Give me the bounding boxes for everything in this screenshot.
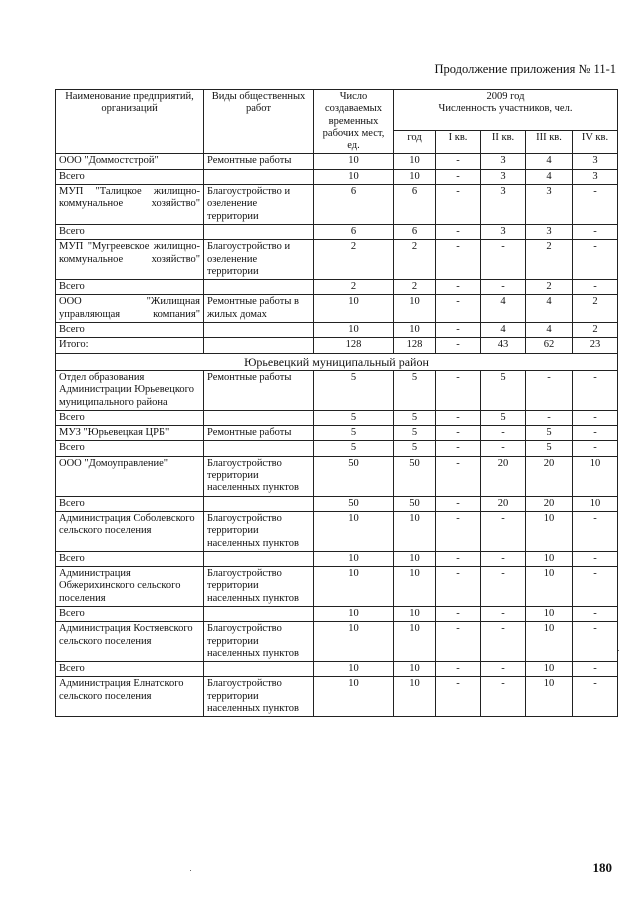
cell-places: 10: [314, 323, 394, 338]
table-row: [56, 567, 618, 607]
section-title: Юрьевецкий муниципальный район: [56, 353, 618, 370]
cell-q2: 4: [481, 295, 526, 323]
cell-name: Администрация Костяевского сельского поселения: [56, 622, 204, 662]
cell-q2: -: [481, 511, 526, 551]
cell-places: 5: [314, 410, 394, 425]
cell-year-total: 10: [394, 662, 436, 677]
col-header-year: [394, 90, 618, 131]
table-row: [56, 606, 618, 621]
cell-places: 6: [314, 185, 394, 225]
cell-places: 10: [314, 622, 394, 662]
year-label: 2009 год: [486, 91, 525, 102]
scan-speck: [190, 870, 191, 871]
cell-work: Ремонтные работы: [204, 154, 314, 169]
cell-work: [204, 410, 314, 425]
cell-year-total: 5: [394, 370, 436, 410]
cell-places: 10: [314, 606, 394, 621]
cell-places: 10: [314, 567, 394, 607]
cell-q3: -: [526, 370, 573, 410]
cell-places: 10: [314, 295, 394, 323]
cell-year-total: 50: [394, 456, 436, 496]
cell-work: Благоустройство и озеленение территории: [204, 240, 314, 280]
cell-q4: -: [573, 410, 618, 425]
table-row: [56, 323, 618, 338]
table-header: [56, 90, 618, 154]
cell-places: 5: [314, 441, 394, 456]
col-header-year-total: год: [394, 131, 436, 154]
cell-q4: -: [573, 426, 618, 441]
cell-q2: -: [481, 567, 526, 607]
cell-year-total: 6: [394, 185, 436, 225]
cell-q3: 5: [526, 426, 573, 441]
cell-name: Всего: [56, 410, 204, 425]
cell-q1: -: [436, 224, 481, 239]
cell-name: ООО "Доммостстрой": [56, 154, 204, 169]
cell-work: [204, 224, 314, 239]
cell-q3: 10: [526, 662, 573, 677]
cell-q3: 4: [526, 169, 573, 184]
cell-q2: -: [481, 551, 526, 566]
table-row: [56, 338, 618, 353]
cell-q4: -: [573, 441, 618, 456]
cell-q2: 5: [481, 410, 526, 425]
cell-q1: -: [436, 622, 481, 662]
cell-q2: -: [481, 622, 526, 662]
cell-work: [204, 551, 314, 566]
cell-places: 5: [314, 426, 394, 441]
table-row: [56, 240, 618, 280]
col-header-q4: IV кв.: [573, 131, 618, 154]
cell-q1: -: [436, 295, 481, 323]
cell-q3: 10: [526, 551, 573, 566]
cell-year-total: 6: [394, 224, 436, 239]
cell-q3: 3: [526, 224, 573, 239]
cell-work: [204, 338, 314, 353]
cell-q2: -: [481, 677, 526, 717]
cell-q3: 20: [526, 496, 573, 511]
cell-q4: 10: [573, 456, 618, 496]
cell-places: 10: [314, 551, 394, 566]
cell-places: 128: [314, 338, 394, 353]
cell-work: [204, 606, 314, 621]
cell-q3: 5: [526, 441, 573, 456]
cell-q3: 10: [526, 511, 573, 551]
table-row: [56, 410, 618, 425]
page-number: 180: [592, 860, 612, 875]
cell-year-total: 10: [394, 169, 436, 184]
cell-q4: 3: [573, 169, 618, 184]
cell-q1: -: [436, 410, 481, 425]
table-row: [56, 677, 618, 717]
cell-name: Всего: [56, 169, 204, 184]
cell-q3: 20: [526, 456, 573, 496]
cell-places: 10: [314, 511, 394, 551]
cell-year-total: 5: [394, 410, 436, 425]
table-row: [56, 456, 618, 496]
col-header-q2: II кв.: [481, 131, 526, 154]
cell-q4: -: [573, 280, 618, 295]
cell-q1: -: [436, 370, 481, 410]
cell-work: Благоустройство территории населенных пунктов: [204, 677, 314, 717]
cell-q4: -: [573, 551, 618, 566]
cell-q2: -: [481, 426, 526, 441]
cell-q1: -: [436, 551, 481, 566]
cell-q1: -: [436, 677, 481, 717]
cell-work: [204, 496, 314, 511]
cell-name: МУП "Мугреевское жилищно-коммунальное хозяйство": [56, 240, 204, 280]
cell-name: Всего: [56, 606, 204, 621]
cell-name: Всего: [56, 323, 204, 338]
participants-label: Численность участников, чел.: [438, 103, 573, 115]
cell-q4: 3: [573, 154, 618, 169]
cell-q1: -: [436, 496, 481, 511]
cell-q4: -: [573, 662, 618, 677]
cell-places: 2: [314, 240, 394, 280]
cell-q2: -: [481, 662, 526, 677]
cell-q3: 10: [526, 677, 573, 717]
cell-name: Всего: [56, 280, 204, 295]
cell-name: ООО "Жилищная управляющая компания": [56, 295, 204, 323]
cell-work: [204, 280, 314, 295]
table-row: [56, 185, 618, 225]
col-header-places: Число создаваемых временных рабочих мест, ед.: [314, 90, 394, 154]
cell-name: Всего: [56, 224, 204, 239]
cell-q1: -: [436, 606, 481, 621]
cell-places: 6: [314, 224, 394, 239]
cell-year-total: 5: [394, 441, 436, 456]
table-row: [56, 496, 618, 511]
table-row: [56, 224, 618, 239]
table-row: [56, 154, 618, 169]
cell-q3: 3: [526, 185, 573, 225]
cell-name: Администрация Соболевского сельского поселения: [56, 511, 204, 551]
col-header-q1: I кв.: [436, 131, 481, 154]
section-row: [56, 353, 618, 370]
cell-q2: 3: [481, 185, 526, 225]
cell-year-total: 10: [394, 295, 436, 323]
cell-q4: -: [573, 224, 618, 239]
cell-q4: 10: [573, 496, 618, 511]
cell-year-total: 10: [394, 551, 436, 566]
cell-name: Отдел образования Администрации Юрьевецкого муниципального района: [56, 370, 204, 410]
cell-places: 50: [314, 456, 394, 496]
scan-speck: [618, 650, 619, 651]
cell-year-total: 10: [394, 622, 436, 662]
cell-year-total: 2: [394, 280, 436, 295]
cell-q2: -: [481, 280, 526, 295]
cell-q1: -: [436, 323, 481, 338]
cell-q3: 4: [526, 295, 573, 323]
cell-name: МУЗ "Юрьевецкая ЦРБ": [56, 426, 204, 441]
table-row: [56, 622, 618, 662]
cell-work: [204, 169, 314, 184]
cell-q1: -: [436, 338, 481, 353]
cell-q3: 2: [526, 280, 573, 295]
cell-q2: -: [481, 240, 526, 280]
cell-q3: 10: [526, 567, 573, 607]
cell-work: [204, 323, 314, 338]
cell-q3: 10: [526, 622, 573, 662]
cell-work: Благоустройство территории населенных пунктов: [204, 511, 314, 551]
table-row: [56, 169, 618, 184]
cell-q1: -: [436, 567, 481, 607]
cell-places: 5: [314, 370, 394, 410]
cell-q1: -: [436, 185, 481, 225]
cell-work: Ремонтные работы в жилых домах: [204, 295, 314, 323]
cell-year-total: 10: [394, 323, 436, 338]
cell-work: Благоустройство и озеленение территории: [204, 185, 314, 225]
table-row: [56, 441, 618, 456]
cell-q2: 4: [481, 323, 526, 338]
col-header-name: Наименование предприятий, организаций: [56, 90, 204, 154]
cell-places: 10: [314, 662, 394, 677]
cell-work: Благоустройство территории населенных пунктов: [204, 622, 314, 662]
cell-work: [204, 662, 314, 677]
cell-q4: -: [573, 185, 618, 225]
cell-name: Всего: [56, 551, 204, 566]
cell-year-total: 10: [394, 677, 436, 717]
cell-name: Всего: [56, 662, 204, 677]
table-body: [56, 154, 618, 717]
table-row: [56, 511, 618, 551]
cell-places: 10: [314, 169, 394, 184]
cell-q2: 3: [481, 169, 526, 184]
table-row: [56, 551, 618, 566]
cell-work: [204, 441, 314, 456]
cell-q2: 5: [481, 370, 526, 410]
cell-q1: -: [436, 441, 481, 456]
cell-q2: 3: [481, 154, 526, 169]
cell-q1: -: [436, 511, 481, 551]
cell-work: Благоустройство территории населенных пунктов: [204, 567, 314, 607]
cell-places: 10: [314, 677, 394, 717]
cell-year-total: 128: [394, 338, 436, 353]
cell-q4: -: [573, 677, 618, 717]
cell-name: Итого:: [56, 338, 204, 353]
cell-name: МУП "Талицкое жилищно-коммунальное хозяйство": [56, 185, 204, 225]
cell-q3: -: [526, 410, 573, 425]
cell-q3: 10: [526, 606, 573, 621]
table-row: [56, 370, 618, 410]
cell-q2: 20: [481, 496, 526, 511]
cell-q4: 23: [573, 338, 618, 353]
cell-q4: 2: [573, 323, 618, 338]
cell-year-total: 10: [394, 154, 436, 169]
cell-work: Ремонтные работы: [204, 370, 314, 410]
cell-name: Администрация Елнатского сельского поселения: [56, 677, 204, 717]
cell-q2: 3: [481, 224, 526, 239]
cell-year-total: 10: [394, 567, 436, 607]
col-header-q3: III кв.: [526, 131, 573, 154]
cell-q3: 2: [526, 240, 573, 280]
table-row: [56, 280, 618, 295]
cell-q1: -: [436, 154, 481, 169]
cell-year-total: 50: [394, 496, 436, 511]
cell-q2: 43: [481, 338, 526, 353]
cell-work: Благоустройство территории населенных пунктов: [204, 456, 314, 496]
table-row: [56, 662, 618, 677]
cell-q2: -: [481, 606, 526, 621]
cell-q3: 4: [526, 154, 573, 169]
cell-q4: 2: [573, 295, 618, 323]
cell-q1: -: [436, 240, 481, 280]
cell-q4: -: [573, 622, 618, 662]
cell-q4: -: [573, 606, 618, 621]
cell-q3: 62: [526, 338, 573, 353]
cell-name: ООО "Домоуправление": [56, 456, 204, 496]
cell-name: Всего: [56, 441, 204, 456]
cell-q1: -: [436, 456, 481, 496]
cell-q1: -: [436, 169, 481, 184]
cell-q4: -: [573, 567, 618, 607]
cell-year-total: 10: [394, 606, 436, 621]
cell-q1: -: [436, 426, 481, 441]
cell-q4: -: [573, 240, 618, 280]
cell-year-total: 2: [394, 240, 436, 280]
cell-places: 10: [314, 154, 394, 169]
cell-q3: 4: [526, 323, 573, 338]
cell-q1: -: [436, 662, 481, 677]
table-row: [56, 426, 618, 441]
cell-work: Ремонтные работы: [204, 426, 314, 441]
cell-q2: 20: [481, 456, 526, 496]
cell-q4: -: [573, 511, 618, 551]
cell-places: 2: [314, 280, 394, 295]
col-header-work: Виды общественных работ: [204, 90, 314, 154]
cell-name: Администрация Обжерихинского сельского поселения: [56, 567, 204, 607]
cell-places: 50: [314, 496, 394, 511]
continuation-header: Продолжение приложения № 11-1: [434, 62, 616, 76]
participants-table: [55, 89, 618, 717]
cell-q4: -: [573, 370, 618, 410]
cell-q1: -: [436, 280, 481, 295]
table-row: [56, 295, 618, 323]
cell-name: Всего: [56, 496, 204, 511]
cell-year-total: 10: [394, 511, 436, 551]
cell-year-total: 5: [394, 426, 436, 441]
cell-q2: -: [481, 441, 526, 456]
